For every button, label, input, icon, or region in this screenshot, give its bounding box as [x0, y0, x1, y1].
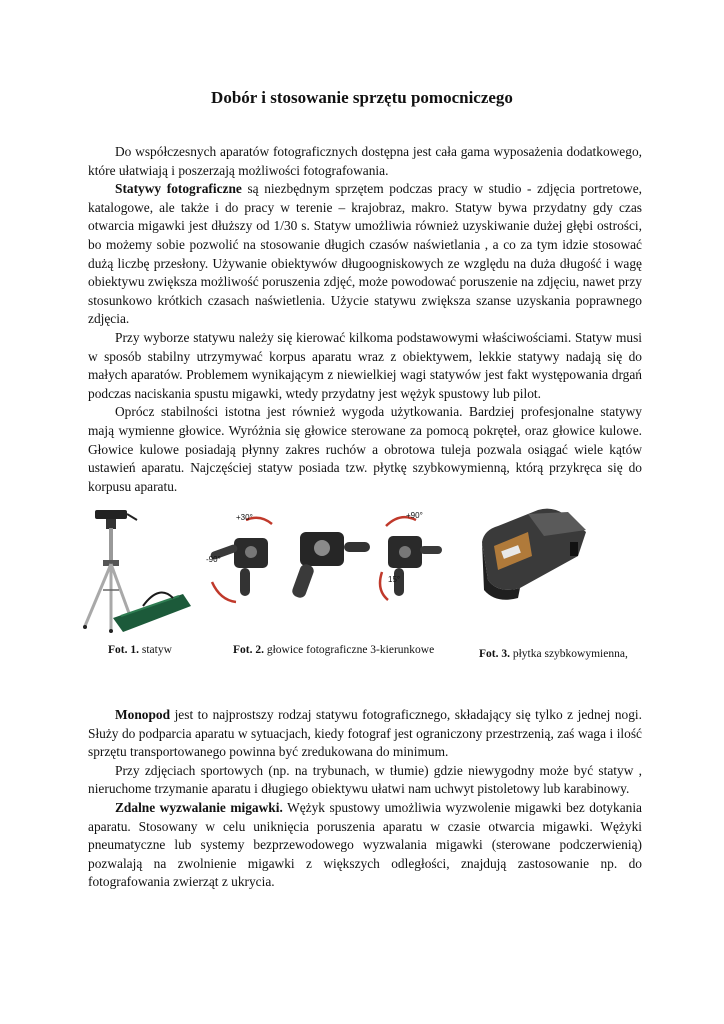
- paragraph: Oprócz stabilności istotna jest również wygoda użytkowania. Bardziej profesjonalne statywy mają wymienne głowice. Wyróżnia się głowice sterowane za pomocą pokręteł, oraz głowice kulowe. Głowice kulowe posiadają płynny zakres ruchów a obrotowa tuleja pozwala osiągać wiele kątów ustawień aparatu. Najczęściej statyw posiada tzw. płytkę szybkowymienną, którą przykręca się do korpusu aparatu.: [88, 404, 642, 494]
- figure-caption: Fot. 3. płytka szybkowymienna,: [479, 648, 628, 660]
- paragraph: Do współczesnych aparatów fotograficznych dostępna jest cała gama wyposażenia dodatkowego, które ułatwiają i poszerzają możliwości fotografowania.: [88, 144, 642, 178]
- angle-label: +30°: [236, 513, 253, 522]
- paragraph: Przy wyborze statywu należy się kierować kilkoma podstawowymi właściwościami. Statyw musi w sposób stabilny utrzymywać korpus aparatu wraz z obiektywem, lekkie statywy nadają się do małych aparatów. Problemem wynikającym z niewielkiej wagi statywów jest fakt występowania drgań podczas naciskania spustu migawki, wtedy przydatny jest wężyk spustowy lub pilot.: [88, 329, 642, 401]
- body-text-top: [88, 143, 642, 496]
- paragraph: Monopod jest to najprostszy rodzaj statywu fotograficznego, składający się tylko z jednej nogi. Służy do podparcia aparatu w sytuacjach, kiedy fotograf jest ograniczony przestrzenią, zaś waga i ilość sprzętu transportowanego powinna być zredukowana do minimum.: [88, 707, 642, 760]
- tripod-heads-photo: [200, 502, 446, 618]
- angle-label: 15°: [388, 575, 401, 584]
- tripod-photo: [73, 498, 193, 636]
- angle-label: +90°: [406, 511, 423, 520]
- paragraph: Zdalne wyzwalanie migawki. Wężyk spustowy umożliwia wyzwolenie migawki bez dotykania aparatu. Stosowany w celu uniknięcia poruszenia aparatu w czasie otwarcia migawki. Wężyki pneumatyczne lub systemy bezprzewodowego wyzwalania migawki (sterowane podczerwienią) pozwalają na zwolnienie migawki z większych odległości, znajdują zastosowanie np. do fotografowania zwierząt z ukrycia.: [88, 799, 642, 890]
- angle-label: -90°: [206, 555, 221, 564]
- paragraph: Przy zdjęciach sportowych (np. na trybunach, w tłumie) gdzie niewygodny może być statyw , nieruchome trzymanie aparatu i długiego obiektywu ułatwi nam uchwyt pistoletowy lub karabinowy.: [88, 762, 642, 797]
- quick-release-plate-photo: [468, 502, 594, 618]
- page-title: Dobór i stosowanie sprzętu pomocniczego: [211, 88, 513, 107]
- figure-caption: Fot. 1. statyw: [108, 644, 172, 656]
- body-text-bottom: [88, 706, 642, 892]
- paragraph: Statywy fotograficzne są niezbędnym sprzętem podczas pracy w studio - zdjęcia portretowe, katalogowe, ale także i do pracy w terenie – krajobraz, makro. Statyw bywa przydatny gdy czas otwarcia migawki jest dłuższy od 1/30 s. Statyw umożliwia również uzyskiwanie dużej głębi ostrości, bo możemy sobie pozwolić na stosowanie długich czasów naświetlania , a co za tym idzie stosować dużą liczbę przesłony. Używanie obiektywów długoogniskowych ze względu na duża długość i wagę obiektywu zwiększa możliwość poruszenia zdjęć, może powodować poruszenie na zdjęciu, nawet przy stosunkowo krótkich czasach naświetlenia. Użycie statywu zwiększa szanse uzyskania poprawnego zdjęcia.: [88, 181, 642, 327]
- figure-caption: Fot. 2. głowice fotograficzne 3-kierunkowe: [233, 644, 435, 656]
